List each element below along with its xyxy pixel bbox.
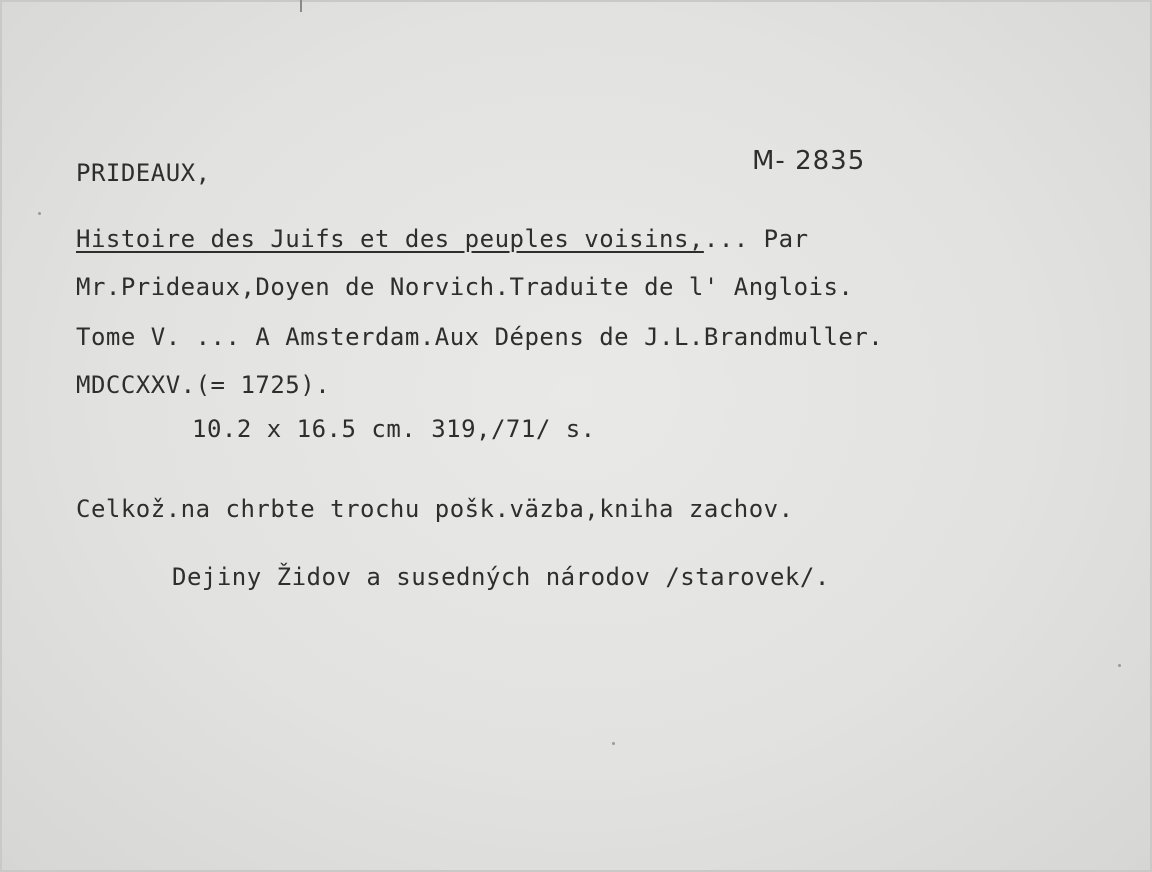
subject-heading: Dejiny Židov a susedných národov /starovek/. (172, 563, 830, 591)
paper-speck (1118, 664, 1121, 667)
title-line (76, 224, 809, 254)
physical-description: 10.2 x 16.5 cm. 319,/71/ s. (192, 415, 596, 443)
condition-note: Celkož.na chrbte trochu pošk.väzba,kniha zachov. (76, 495, 794, 523)
paper-speck (612, 742, 615, 745)
title-rest: ... Par (703, 225, 809, 253)
card-edge-mark (300, 0, 302, 12)
title-underlined: Histoire des Juifs et des peuples voisins, (76, 225, 704, 253)
imprint-date: MDCCXXV.(= 1725). (76, 371, 331, 399)
author-heading: PRIDEAUX, (76, 159, 211, 187)
call-number: M- 2835 (752, 146, 866, 176)
paper-speck (38, 212, 41, 215)
imprint-line-3: Tome V. ... A Amsterdam.Aux Dépens de J.L.Brandmuller. (76, 323, 884, 351)
imprint-line-2: Mr.Prideaux,Doyen de Norvich.Traduite de l' Anglois. (76, 273, 854, 301)
